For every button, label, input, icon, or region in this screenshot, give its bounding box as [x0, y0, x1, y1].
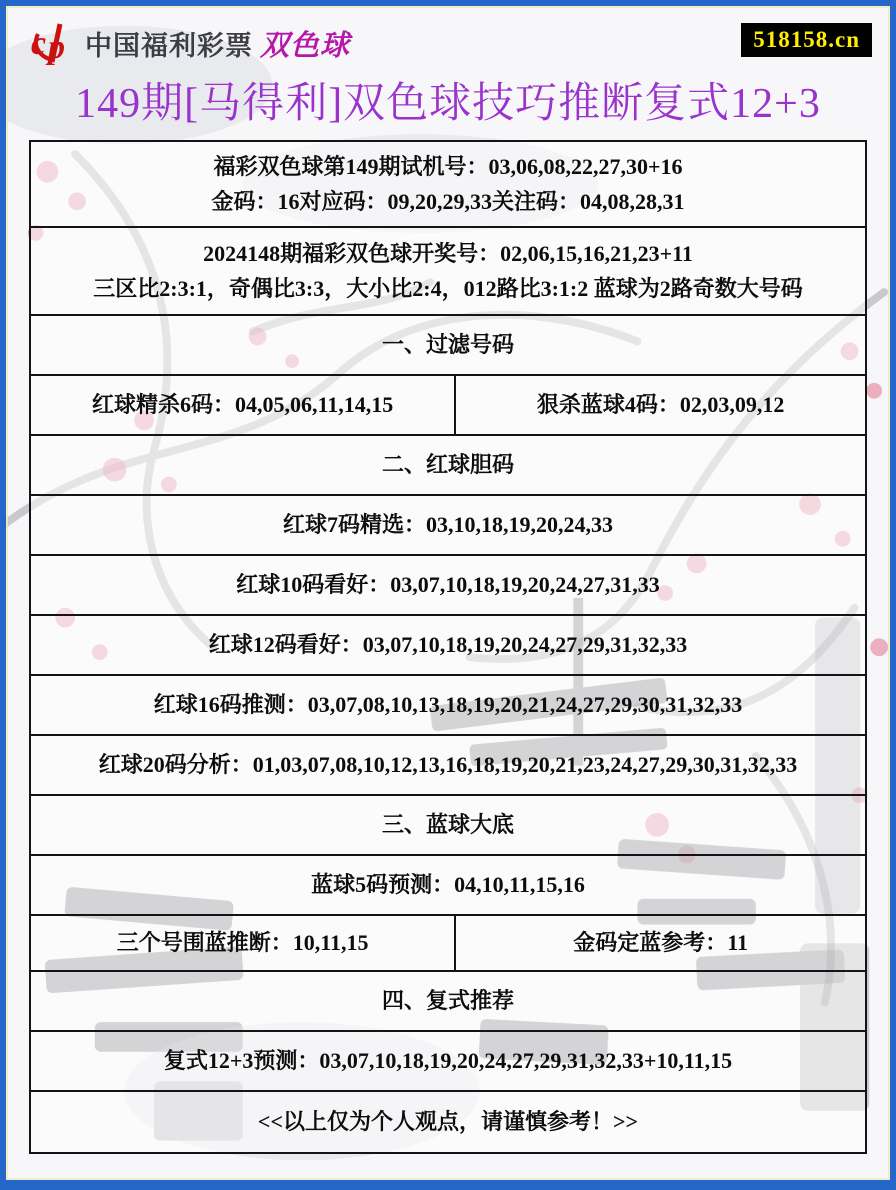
logo-product-text: 双色球 — [260, 29, 351, 62]
gold-code-line: 金码：16对应码：09,20,29,33关注码：04,08,28,31 — [211, 189, 685, 214]
svg-text:p: p — [48, 29, 65, 66]
row-kill-numbers — [31, 376, 865, 436]
row-blue-5: 蓝球5码预测：04,10,11,15,16 — [31, 856, 865, 916]
row-red-12: 红球12码看好：03,07,10,18,19,20,24,27,29,31,32,33 — [31, 616, 865, 676]
row-disclaimer: <<以上仅为个人观点，请谨慎参考！>> — [31, 1092, 865, 1152]
row-red-20: 红球20码分析：01,03,07,08,10,12,13,16,18,19,20,21,23,24,27,29,30,31,32,33 — [31, 736, 865, 796]
last-draw-stats-line: 三区比2:3:1，奇偶比3:3，大小比2:4，012路比3:1:2 蓝球为2路奇数大号码 — [93, 276, 803, 301]
svg-text:c: c — [31, 25, 47, 62]
row-duplex-prediction: 复式12+3预测：03,07,10,18,19,20,24,27,29,31,32,33+10,11,15 — [31, 1032, 865, 1092]
section-blue-pool: 三、蓝球大底 — [31, 796, 865, 856]
section-duplex: 四、复式推荐 — [31, 972, 865, 1032]
site-badge: 518158.cn — [741, 23, 872, 57]
row-last-draw — [31, 228, 865, 316]
row-red-7: 红球7码精选：03,10,18,19,20,24,33 — [31, 496, 865, 556]
section-red-dan: 二、红球胆码 — [31, 436, 865, 496]
gold-blue-cell: 金码定蓝参考：11 — [573, 929, 749, 955]
lottery-logo — [30, 20, 350, 66]
blue-kill-cell: 狠杀蓝球4码：02,03,09,12 — [536, 391, 785, 417]
prediction-table — [29, 140, 867, 1154]
last-draw-line: 2024148期福彩双色球开奖号：02,06,15,16,21,23+11 — [203, 240, 693, 266]
blue-3-cell: 三个号围蓝推断：10,11,15 — [31, 916, 456, 970]
page-title: 149期[马得利]双色球技巧推断复式12+3 — [75, 81, 821, 127]
red-kill-cell: 红球精杀6码：04,05,06,11,14,15 — [31, 376, 456, 434]
trial-number-line: 福彩双色球第149期试机号：03,06,08,22,27,30+16 — [213, 153, 683, 179]
row-blue-refs — [31, 916, 865, 972]
row-trial-number — [31, 142, 865, 228]
section-filter-numbers: 一、过滤号码 — [31, 316, 865, 376]
logo-org-text: 中国福利彩票 — [85, 30, 253, 61]
row-red-16: 红球16码推测：03,07,08,10,13,18,19,20,21,24,27,29,30,31,32,33 — [31, 676, 865, 736]
cp-lottery-icon — [30, 20, 78, 66]
row-red-10: 红球10码看好：03,07,10,18,19,20,24,27,31,33 — [31, 556, 865, 616]
